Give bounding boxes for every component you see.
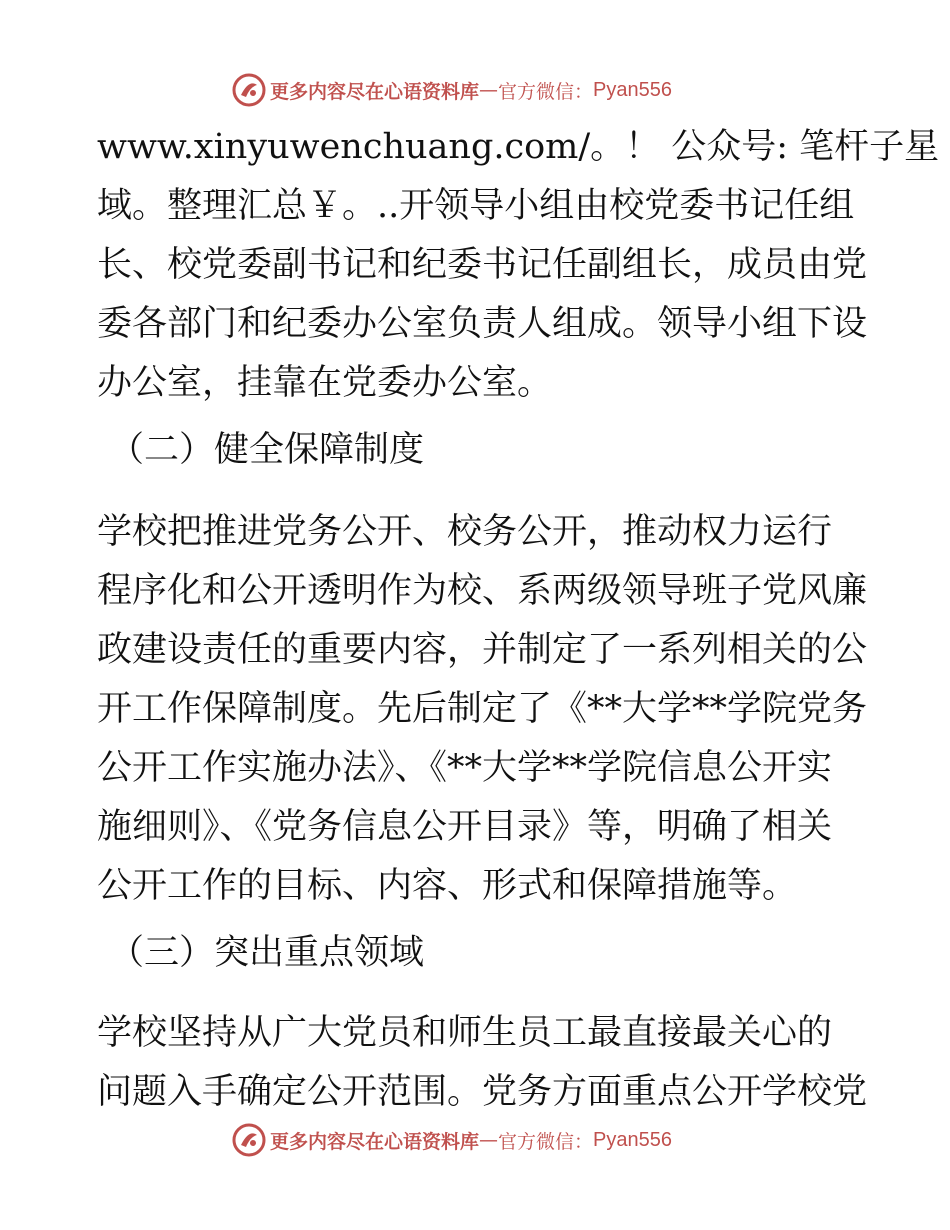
section-heading: （三）突出重点领域: [109, 933, 425, 973]
text-line: 公开工作实施办法》、《**大学**学院信息公开实: [97, 748, 833, 788]
text-line: 开工作保障制度。先后制定了《**大学**学院党务: [97, 689, 868, 729]
brand-logo-icon: [232, 1123, 266, 1157]
header-brand-text: 更多内容尽在心语资料库: [270, 80, 480, 103]
brand-logo-icon: [232, 73, 266, 107]
footer-wechat-id: Pyan556: [593, 1128, 672, 1151]
text-line: 长、校党委副书记和纪委书记任副组长，成员由党: [97, 245, 868, 285]
header-wechat-id: Pyan556: [593, 78, 672, 101]
section-heading: （二）健全保障制度: [109, 430, 425, 470]
footer-brand-text: 更多内容尽在心语资料库: [270, 1130, 480, 1153]
text-line: 域。整理汇总￥。..开领导小组由校党委书记任组: [97, 186, 855, 226]
footer-banner: [232, 1120, 672, 1160]
text-line: 公开工作的目标、内容、形式和保障措施等。: [97, 866, 798, 906]
text-line: 学校坚持从广大党员和师生员工最直接最关心的: [97, 1013, 833, 1053]
footer-separator: —: [479, 1129, 499, 1151]
footer-wechat-label: 官方微信：: [498, 1130, 594, 1153]
text-line: 问题入手确定公开范围。党务方面重点公开学校党: [97, 1072, 868, 1112]
header-banner: [232, 70, 672, 110]
text-line: 学校把推进党务公开、校务公开，推动权力运行: [97, 512, 833, 552]
header-separator: —: [479, 79, 499, 101]
text-line: 程序化和公开透明作为校、系两级领导班子党风廉: [97, 571, 868, 611]
header-wechat-label: 官方微信：: [498, 80, 594, 103]
text-line: www.xinyuwenchuang.com/。！ 公众号: 笔杆子星: [97, 127, 940, 167]
text-line: 委各部门和纪委办公室负责人组成。领导小组下设: [97, 304, 868, 344]
text-line: 办公室，挂靠在党委办公室。: [97, 363, 553, 403]
text-line: 施细则》、《党务信息公开目录》等，明确了相关: [97, 807, 833, 847]
text-line: 政建设责任的重要内容，并制定了一系列相关的公: [97, 630, 868, 670]
